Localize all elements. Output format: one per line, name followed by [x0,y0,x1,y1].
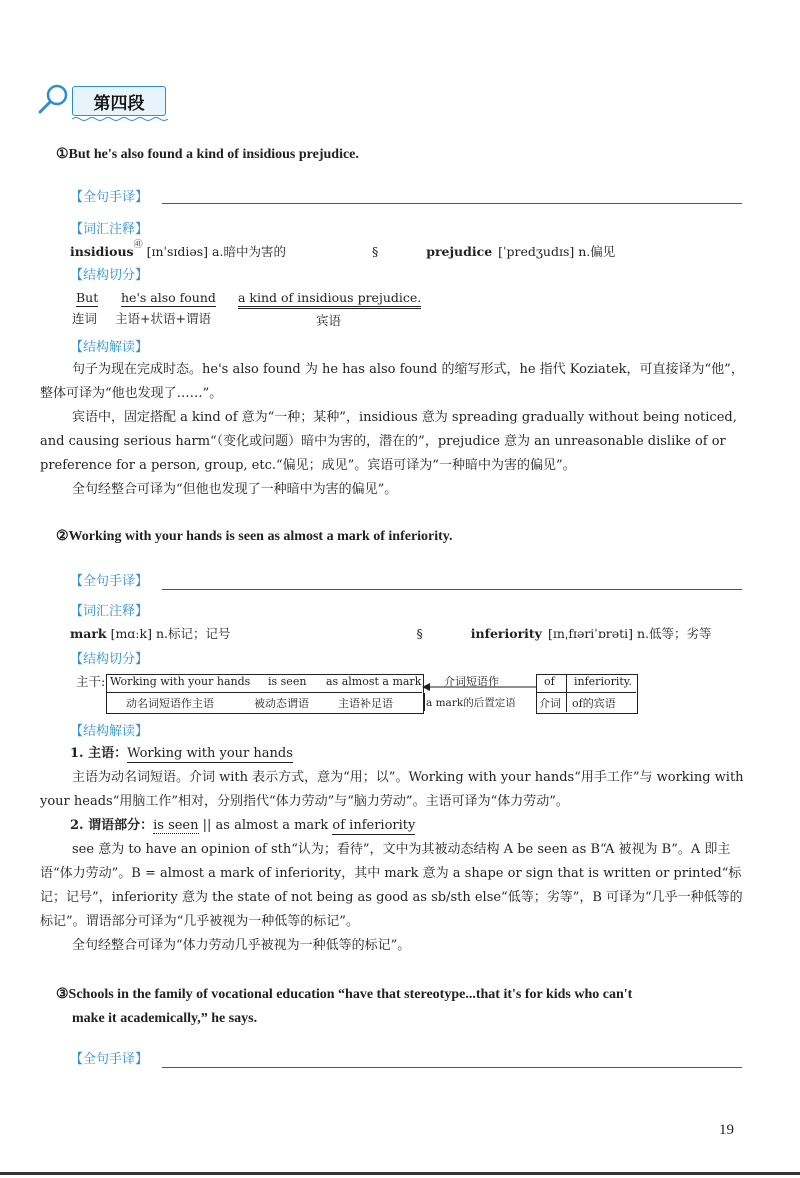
explain-paragraph: 句子为现在完成时态。he's also found 为 he has also found 的缩写形式，he 指代 Koziatek，可直接译为“他”，整体可译为“他也发现了……”。 [40,362,744,401]
split-chunk-predicate: is seen [268,675,307,688]
section-mark-icon: § [416,626,423,641]
vocab-definition: [ˈpredʒudɪs] n.偏见 [498,244,616,259]
split-role-subject: 动名词短语作主语 [126,697,214,710]
sentence-2: ②Working with your hands is seen as almost a mark of inferiority. [56,529,453,544]
label-structure-split-2: 【结构切分】 [70,652,149,667]
split-role-object: 宾语 [316,313,342,328]
label-vocab-2: 【词汇注释】 [70,604,149,619]
label-full-translation-3: 【全句手译】 [70,1052,149,1067]
split-box-divider [106,692,422,693]
explain-paragraph: 全句经整合可译为“但他也发现了一种暗中为害的偏见”。 [72,482,398,497]
split-note-bottom: a mark的后置定语 [426,697,516,709]
explain-paragraph: 全句经整合可译为“体力劳动几乎被视为一种低等的标记”。 [72,938,411,953]
split-chunk-object: inferiority. [574,675,633,688]
split-pp-vdivider [566,674,567,712]
label-vocab-1: 【词汇注释】 [70,222,149,237]
part1-heading: 1. 主语：Working with your hands [70,746,293,761]
split-role-complement: 主语补足语 [338,697,393,710]
vocab-word: prejudice [426,244,493,259]
vocab-mark: ㊶ [133,240,143,250]
explain-paragraph: see 意为 to have an opinion of sth“认为；看待”，文中为其被动态结构 A be seen as B“A 被视为 B”。A 即主语“体力劳动”。B = almost a mark of inferiority，其中 mark 意为 a shape or sign that is written or printed“标记；记号”，inferiority 意为 the state of not being as good as sb/sth else“低等；劣等”，B 可译为“几乎一种低等的标记”。谓语部分可译为“几乎被视为一种低等的标记”。 [40,842,743,929]
split-role-predicate: 被动态谓语 [254,697,309,710]
sentence-3-line-1: ③Schools in the family of vocational education “have that stereotype...that it's for kids who can't [56,987,633,1002]
vocab-definition: [ɪnˈsɪdiəs] a.暗中为害的 [146,244,286,259]
label-full-translation-1: 【全句手译】 [70,190,149,205]
split-role-conjunction: 连词 [72,311,98,326]
magnifier-icon [36,82,70,116]
bottom-rule [0,1172,800,1175]
split-pp-divider [536,692,636,693]
split-conjunction: But [76,290,99,305]
split-role-prep: 介词 [539,697,561,710]
translation-answer-line-1[interactable] [162,202,742,204]
split-object: a kind of insidious prejudice. [238,290,421,305]
split-chunk-of: of [544,675,555,688]
label-structure-explain-1: 【结构解读】 [70,340,149,355]
vocab-row-2 [70,622,730,646]
label-full-translation-2: 【全句手译】 [70,574,149,589]
vocab-word: inferiority [470,626,542,641]
vocab-definition: [mɑːk] n.标记；记号 [110,626,231,641]
sentence-3-line-2: make it academically,” he says. [72,1011,258,1026]
vocab-word: insidious [70,244,134,259]
page-number: 19 [719,1122,734,1138]
section-mark-icon: § [371,244,379,259]
translation-answer-line-3[interactable] [162,1066,742,1068]
split-role-subject: 主语+状语+谓语 [115,311,211,326]
translation-answer-line-2[interactable] [162,588,742,590]
split-chunk-subject: Working with your hands [110,675,251,688]
split-subject-predicate: he's also found [121,290,216,305]
vocab-definition: [ɪnˌfɪəriˈɒrəti] n.低等；劣等 [547,626,712,641]
section-title: 第四段 [72,86,166,116]
decorative-wave [72,116,168,122]
vocab-row-1 [70,240,730,264]
split-note-top: 介词短语作 [444,675,499,688]
split-prefix: 主干: [76,674,106,689]
split-chunk-complement: as almost a mark [326,675,422,688]
sentence-1: ①But he's also found a kind of insidious prejudice. [56,147,359,162]
label-structure-split-1: 【结构切分】 [70,268,149,283]
vocab-word: mark [70,626,107,641]
explain-paragraph: 宾语中，固定搭配 a kind of 意为“一种；某种”，insidious 意为 spreading gradually without being noticed, and causing serious harm“（变化或问题）暗中为害的，潜在的”，prejudice 意为 an unreasonable dislike of or preference for a person, group, etc.“偏见；成见”。宾语可译为“一种暗中为害的偏见”。 [40,410,737,473]
explain-paragraph: 主语为动名词短语。介词 with 表示方式，意为“用；以”。Working with your hands“用手工作”与 working with your heads“用脑工作”相对，分别指代“体力劳动”与“脑力劳动”。主语可译为“体力劳动”。 [40,770,744,809]
label-structure-explain-2: 【结构解读】 [70,724,149,739]
part2-heading: 2. 谓语部分：is seen || as almost a mark of inferiority [70,818,416,833]
split-role-object: of的宾语 [572,697,616,710]
